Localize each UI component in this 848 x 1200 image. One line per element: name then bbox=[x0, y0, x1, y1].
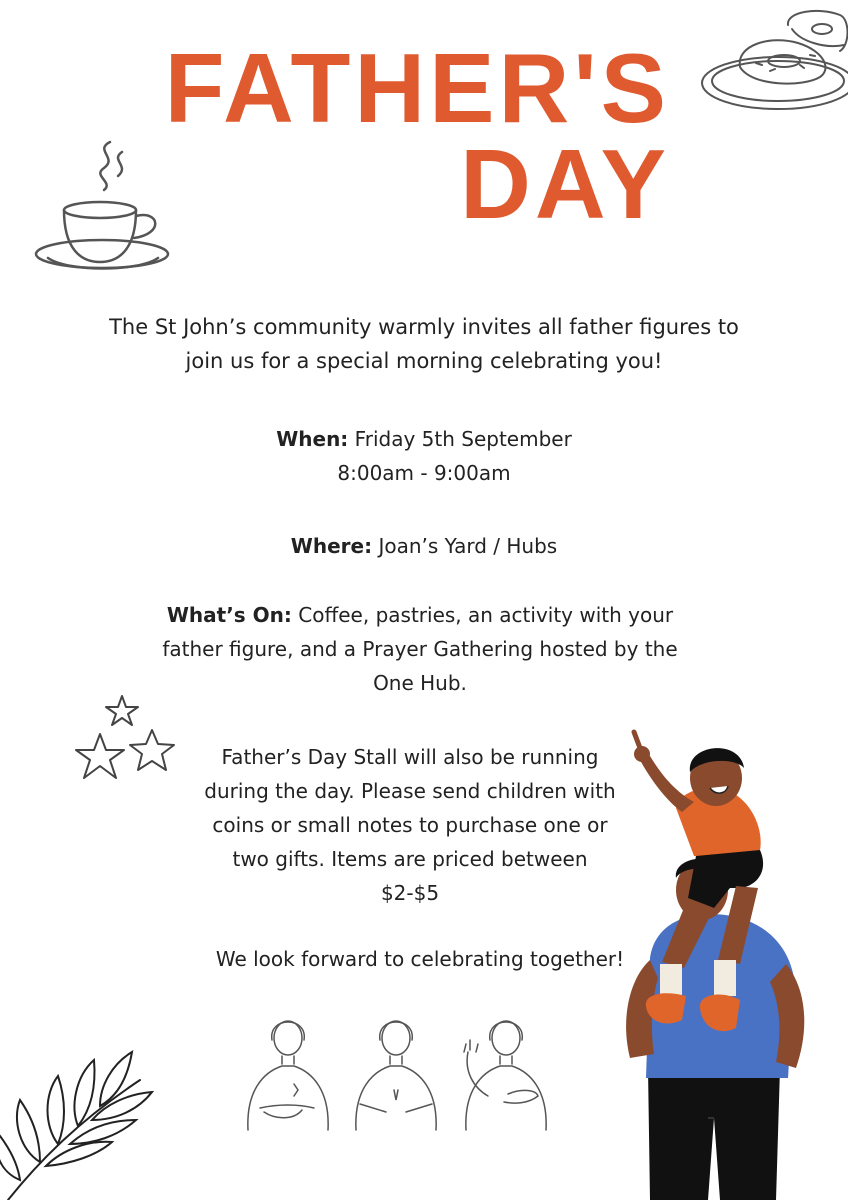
title-line-1: FATHER'S bbox=[164, 33, 670, 143]
when-date: Friday 5th September bbox=[354, 427, 572, 451]
where-label: Where: bbox=[290, 534, 373, 558]
father-son-illustration bbox=[610, 738, 810, 1200]
when-label: When: bbox=[276, 427, 349, 451]
coffee-cup-icon bbox=[34, 138, 179, 273]
closing-text: We look forward to celebrating together! bbox=[215, 947, 625, 971]
stall-line-1: Father’s Day Stall will also be running bbox=[221, 745, 599, 769]
when-section bbox=[90, 422, 758, 490]
stars-icon bbox=[72, 694, 180, 784]
donut-plate-icon bbox=[700, 5, 848, 115]
stall-section bbox=[170, 740, 650, 910]
stall-line-5: $2-$5 bbox=[380, 881, 440, 905]
sign-language-illustration bbox=[238, 1012, 558, 1134]
where-section bbox=[90, 529, 758, 563]
intro-line-2: join us for a special morning celebrating you! bbox=[185, 349, 663, 373]
whats-on-section bbox=[120, 598, 720, 700]
whats-on-line-1: Coffee, pastries, an activity with your bbox=[298, 603, 674, 627]
when-time: 8:00am - 9:00am bbox=[337, 461, 511, 485]
whats-on-line-3: One Hub. bbox=[373, 671, 467, 695]
page-title bbox=[164, 33, 670, 239]
whats-on-line-2: father figure, and a Prayer Gathering hosted by the bbox=[162, 637, 678, 661]
stall-line-2: during the day. Please send children with bbox=[204, 779, 616, 803]
whats-on-label: What’s On: bbox=[166, 603, 292, 627]
leaf-branch-icon bbox=[0, 1040, 160, 1200]
intro-text bbox=[40, 310, 808, 378]
stall-line-4: two gifts. Items are priced between bbox=[232, 847, 588, 871]
intro-line-1: The St John’s community warmly invites all father figures to bbox=[109, 315, 739, 339]
title-line-2: DAY bbox=[460, 129, 670, 239]
where-value: Joan’s Yard / Hubs bbox=[378, 534, 558, 558]
stall-line-3: coins or small notes to purchase one or bbox=[212, 813, 608, 837]
